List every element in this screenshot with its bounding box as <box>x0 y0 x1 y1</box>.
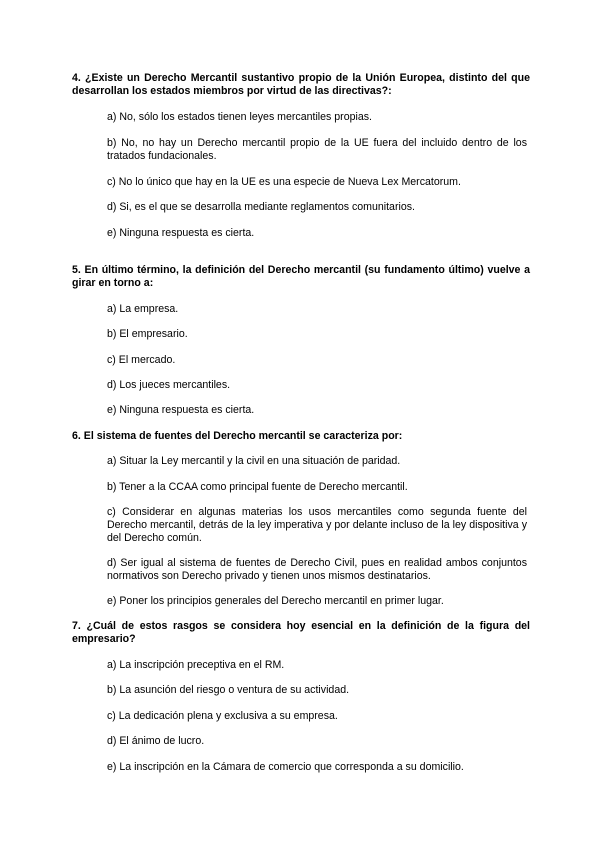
q4-option-d: d) Si, es el que se desarrolla mediante reglamentos comunitarios. <box>107 201 415 213</box>
q4-option-b: b) No, no hay un Derecho mercantil propio de la UE fuera del incluido dentro de los tratados fundacionales. <box>107 137 527 162</box>
q6-option-d: d) Ser igual al sistema de fuentes de Derecho Civil, pues en realidad ambos conjuntos normativos son Derecho privado y tienen unos mismos destinatarios. <box>107 557 527 582</box>
q5-option-e: e) Ninguna respuesta es cierta. <box>107 404 255 416</box>
q4-option-a: a) No, sólo los estados tienen leyes mercantiles propias. <box>107 111 372 123</box>
q5-option-d: d) Los jueces mercantiles. <box>107 379 231 391</box>
q7-option-b: b) La asunción del riesgo o ventura de su actividad. <box>107 684 350 696</box>
q7-option-d: d) El ánimo de lucro. <box>107 735 205 747</box>
q6-option-e: e) Poner los principios generales del Derecho mercantil en primer lugar. <box>107 595 444 607</box>
q6-option-a: a) Situar la Ley mercantil y la civil en una situación de paridad. <box>107 455 401 467</box>
q4-option-c: c) No lo único que hay en la UE es una especie de Nueva Lex Mercatorum. <box>107 176 461 188</box>
q6-option-b: b) Tener a la CCAA como principal fuente de Derecho mercantil. <box>107 481 408 493</box>
q6-option-c: c) Considerar en algunas materias los usos mercantiles como segunda fuente del Derecho mercantil, detrás de la ley imperativa y por delante incluso de la ley dispositiva y del Derecho común. <box>107 506 527 544</box>
q5-option-b: b) El empresario. <box>107 328 188 340</box>
q4-option-e: e) Ninguna respuesta es cierta. <box>107 227 255 239</box>
question-7: 7. ¿Cuál de estos rasgos se considera hoy esencial en la definición de la figura del empresario? <box>72 620 530 645</box>
q7-option-e: e) La inscripción en la Cámara de comercio que corresponda a su domicilio. <box>107 761 464 773</box>
question-6: 6. El sistema de fuentes del Derecho mercantil se caracteriza por: <box>72 430 403 442</box>
question-4: 4. ¿Existe un Derecho Mercantil sustantivo propio de la Unión Europea, distinto del que desarrollan los estados miembros por virtud de las directivas?: <box>72 72 530 97</box>
question-5: 5. En último término, la definición del Derecho mercantil (su fundamento último) vuelve a girar en torno a: <box>72 264 530 289</box>
q5-option-c: c) El mercado. <box>107 354 176 366</box>
q7-option-c: c) La dedicación plena y exclusiva a su empresa. <box>107 710 338 722</box>
q5-option-a: a) La empresa. <box>107 303 179 315</box>
q7-option-a: a) La inscripción preceptiva en el RM. <box>107 659 285 671</box>
